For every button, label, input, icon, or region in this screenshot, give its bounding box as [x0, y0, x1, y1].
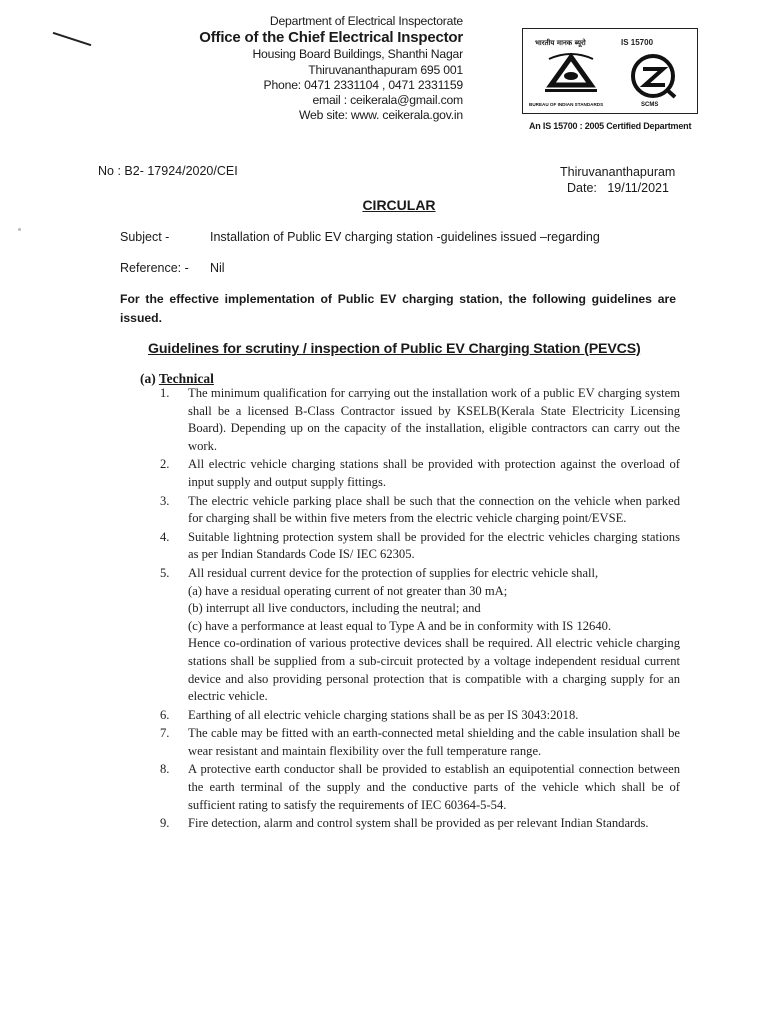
address-line-1: Housing Board Buildings, Shanthi Nagar: [252, 47, 463, 62]
list-item-number: 8.: [160, 762, 170, 777]
list-item-text: The minimum qualification for carrying out the installation work of a public EV charging system shall be a licensed B-Class Contractor issued by KSELB(Kerala State Electricity Licensing Board). Depending up on the capacity of the installation, eligible contractors can carry out the work.: [188, 386, 680, 453]
list-item-number: 7.: [160, 726, 170, 741]
guidelines-title: Guidelines for scrutiny / inspection of Public EV Charging Station (PEVCS): [148, 341, 641, 357]
pen-stroke-mark: [53, 32, 92, 46]
office-name: Office of the Chief Electrical Inspector: [199, 29, 463, 47]
list-item-body: [188, 493, 680, 528]
list-item-text: Earthing of all electric vehicle charging stations shall be as per IS 3043:2018.: [188, 707, 579, 722]
list-sub-item: (b) interrupt all live conductors, including the neutral; and: [188, 601, 481, 616]
date-value: 19/11/2021: [607, 181, 669, 195]
certification-caption: An IS 15700 : 2005 Certified Department: [529, 121, 692, 131]
letterhead: [199, 14, 463, 124]
list-item-number: 6.: [160, 707, 170, 722]
list-item-text: A protective earth conductor shall be provided to establish an equipotential connection between the earth terminal of the supply and the conductive parts of the vehicle which shall be of sufficient rating to satisfy the requirements of IEC 60364-5-54.: [188, 762, 680, 812]
list-item: [160, 707, 680, 725]
list-item: [160, 385, 680, 455]
section-marker: (a): [140, 371, 156, 386]
list-item: [160, 493, 680, 528]
list-item-body: [188, 456, 680, 491]
list-item-number: 1.: [160, 386, 170, 400]
list-item-text: The electric vehicle parking place shall be such that the connection on the vehicle when parked for charging shall be within five meters from the electric vehicle charging point/EVSE.: [188, 493, 680, 526]
circular-title: CIRCULAR: [362, 197, 436, 213]
place-and-date: [560, 164, 675, 196]
subject-value: Installation of Public EV charging station -guidelines issued –regarding: [210, 230, 600, 244]
list-item-body: [188, 707, 680, 725]
list-item-continuation: Hence co-ordination of various protective devices shall be required. All electric vehicle charging stations shall be supplied from a sub-circuit protected by a voltage independent residual current device and also providing personal protection that is compatible with a charging supply for an electric vehicle.: [188, 636, 680, 704]
list-item-number: 3.: [160, 493, 170, 508]
bis-logo-icon: [545, 54, 597, 92]
list-item-text: All electric vehicle charging stations shall be provided with protection against the overload of input supply and output supply fittings.: [188, 457, 680, 489]
section-title: Technical: [158, 371, 214, 386]
reference-label: Reference: -: [120, 261, 189, 275]
list-item: [160, 815, 680, 833]
list-item-body: [188, 725, 680, 760]
bis-hindi-label: भारतीय मानक ब्यूरो: [535, 39, 586, 47]
list-item: [160, 725, 680, 760]
certification-box: [522, 28, 698, 114]
date-label: Date:: [567, 181, 597, 195]
place: Thiruvananthapuram: [560, 165, 676, 179]
list-item: [160, 565, 680, 706]
intro-paragraph: For the effective implementation of Public EV charging station, the following guidelines are issued.: [120, 292, 676, 325]
list-item-body: [188, 761, 680, 814]
list-item-text: Suitable lightning protection system shall be provided for the electric vehicles charging stations as per Indian Standards Code IS/ IEC 62305.: [188, 529, 680, 562]
website-address: Web site: www. ceikerala.gov.in: [298, 108, 463, 123]
reference-value: Nil: [210, 261, 225, 275]
subject-label: Subject -: [120, 230, 170, 244]
phone-numbers: Phone: 0471 2331104 , 0471 2331159: [263, 77, 463, 92]
ref-no-value: B2- 17924/2020/CEI: [124, 164, 238, 178]
address-line-2: Thiruvananthapuram 695 001: [308, 62, 463, 77]
list-item-body: [188, 815, 680, 833]
list-item-number: 9.: [160, 816, 170, 831]
bis-label: BUREAU OF INDIAN STANDARDS: [529, 102, 604, 107]
list-item: [160, 456, 680, 491]
scms-label: SCMS: [641, 102, 659, 108]
list-sub-item: (a) have a residual operating current of not greater than 30 mA;: [188, 583, 508, 598]
email-address: email : ceikerala@gmail.com: [312, 93, 463, 108]
list-item-body: [188, 565, 680, 706]
list-item-text: All residual current device for the protection of supplies for electric vehicle shall,: [188, 565, 599, 580]
list-item-number: 5.: [160, 565, 170, 580]
guideline-list: [160, 385, 680, 834]
reference-number: [98, 164, 238, 178]
list-sub-item: (c) have a performance at least equal to Type A and be in conformity with IS 12640.: [188, 618, 612, 633]
list-item: [160, 529, 680, 564]
list-item-text: The cable may be fitted with an earth-connected metal shielding and the cable insulation shall be wear resistant and maintain flexibility over the full temperature range.: [188, 726, 680, 758]
scan-speck: [18, 228, 21, 231]
list-item-number: 4.: [160, 529, 170, 544]
department-name: Department of Electrical Inspectorate: [269, 14, 463, 28]
date-line: [560, 180, 675, 196]
ref-no-label: No :: [98, 164, 121, 178]
list-item-body: [188, 385, 680, 455]
list-item-number: 2.: [160, 457, 170, 472]
scms-logo-icon: [633, 56, 675, 97]
list-item-body: [188, 529, 680, 564]
standard-label: IS 15700: [621, 38, 654, 47]
list-item: [160, 761, 680, 814]
list-item-text: Fire detection, alarm and control system shall be provided as per relevant Indian Standards.: [188, 816, 649, 831]
